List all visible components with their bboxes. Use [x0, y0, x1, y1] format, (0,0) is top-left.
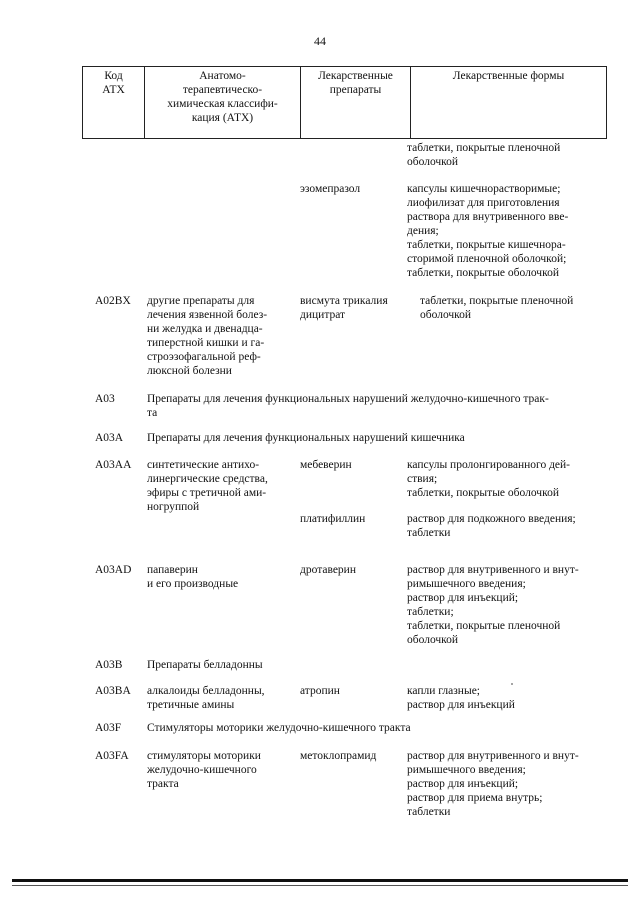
table-row-forms [407, 684, 597, 712]
atc-code: A03A [95, 432, 124, 444]
header-drugs-line: препараты [329, 84, 382, 96]
classification-line: алкалоиды белладонны, [147, 685, 265, 697]
form-line: капсулы пролонгированного дей- [407, 459, 571, 471]
header-drugs [301, 67, 411, 139]
classification-line: и его производные [147, 578, 239, 590]
classification-line: строэзофагальной реф- [147, 351, 261, 363]
table-row-forms [407, 563, 597, 647]
scan-speck [511, 683, 513, 685]
form-line: раствор для внутривенного и внут- [407, 564, 579, 576]
form-line: таблетки [407, 806, 451, 818]
table-row-drug [300, 749, 404, 763]
atc-code: A03AA [95, 459, 132, 471]
form-line: таблетки, покрытые пленочной [407, 142, 561, 154]
form-line: оболочкой [407, 156, 459, 168]
atc-code: A02BX [95, 295, 131, 307]
table-row-classification [147, 684, 297, 712]
classification-line: эфиры с третичной ами- [147, 487, 267, 499]
form-line: таблетки, покрытые пленочной [420, 295, 574, 307]
atc-code: A03 [95, 393, 115, 405]
classification-line: папаверин [147, 564, 198, 576]
form-line: капли глазные; [407, 685, 480, 697]
header-drugs-line: Лекарственные [318, 70, 393, 82]
drug-line: метоклопрамид [300, 750, 377, 762]
drug-line: эзомепразол [300, 183, 361, 195]
page-bottom-rule [12, 879, 628, 882]
form-line: капсулы кишечнорастворимые; [407, 183, 561, 195]
group-heading-line: Препараты белладонны [147, 659, 263, 671]
form-line: лиофилизат для приготовления [407, 197, 560, 209]
header-classification-line: терапевтическо- [182, 84, 263, 96]
page-number: 44 [314, 34, 326, 48]
drug-line: дротаверин [300, 564, 356, 576]
table-row-forms [420, 294, 610, 322]
table-row-classification [147, 563, 297, 591]
classification-line: другие препараты для [147, 295, 255, 307]
table-row-drug [300, 458, 404, 472]
form-line: таблетки [407, 527, 451, 539]
table-row-drug [300, 563, 404, 577]
form-line: римышечного введения; [407, 578, 526, 590]
form-line: ствия; [407, 473, 438, 485]
table-header [82, 66, 607, 139]
group-heading-line: Препараты для лечения функциональных нарушений желудочно-кишечного трак- [147, 393, 549, 405]
table-row-forms [407, 182, 597, 280]
header-classification-line: кация (АТХ) [191, 112, 254, 124]
atc-code: A03B [95, 659, 123, 671]
form-line: римышечного введения; [407, 764, 526, 776]
atc-code: A03BA [95, 685, 131, 697]
form-line: таблетки, покрытые оболочкой [407, 487, 559, 499]
classification-line: желудочно-кишечного [147, 764, 257, 776]
header-code-line: АТХ [102, 84, 125, 96]
classification-line: стимуляторы моторики [147, 750, 261, 762]
header-classification [145, 67, 301, 139]
form-line: раствор для внутривенного и внут- [407, 750, 579, 762]
drug-line: дицитрат [300, 309, 346, 321]
table-row-classification [147, 294, 297, 378]
form-line: раствор для приема внутрь; [407, 792, 543, 804]
drug-line: атропин [300, 685, 340, 697]
group-heading-line: Стимуляторы моторики желудочно-кишечного тракта [147, 722, 411, 734]
table-row-drug [300, 684, 404, 698]
atc-code: A03FA [95, 750, 129, 762]
form-line: таблетки, покрытые оболочкой [407, 267, 559, 279]
form-line: раствора для внутривенного вве- [407, 211, 569, 223]
table-row-forms [407, 512, 597, 540]
form-line: сторимой пленочной оболочкой; [407, 253, 567, 265]
form-line: таблетки; [407, 606, 454, 618]
group-heading [147, 431, 607, 445]
atc-code: A03F [95, 722, 122, 734]
table-row-drug [300, 512, 404, 526]
form-line: раствор для подкожного введения; [407, 513, 576, 525]
form-line: оболочкой [407, 634, 459, 646]
group-heading [147, 392, 607, 420]
classification-line: типерстной кишки и га- [147, 337, 265, 349]
group-heading [147, 721, 607, 735]
header-code [83, 67, 145, 139]
group-heading-line: Препараты для лечения функциональных нарушений кишечника [147, 432, 465, 444]
classification-line: третичные амины [147, 699, 235, 711]
header-forms [411, 67, 607, 139]
classification-line: линергические средства, [147, 473, 268, 485]
form-line: раствор для инъекций; [407, 592, 519, 604]
classification-line: люксной болезни [147, 365, 232, 377]
header-code-line: Код [104, 70, 123, 82]
drug-line: висмута трикалия [300, 295, 388, 307]
page-bottom-rule-thin [12, 885, 628, 886]
table-row-forms [407, 458, 597, 500]
classification-line: тракта [147, 778, 179, 790]
classification-line: синтетические антихо- [147, 459, 260, 471]
drug-line: мебеверин [300, 459, 352, 471]
form-line: раствор для инъекций [407, 699, 515, 711]
classification-line: ногруппой [147, 501, 200, 513]
table-row-forms [407, 749, 597, 819]
classification-line: ни желудка и двенадца- [147, 323, 263, 335]
header-classification-line: химическая классифи- [167, 98, 278, 110]
form-line: таблетки, покрытые кишечнора- [407, 239, 566, 251]
table-row-classification [147, 749, 297, 791]
group-heading-line: та [147, 407, 158, 419]
table-row-forms [407, 141, 597, 169]
table-row-classification [147, 458, 297, 514]
table-row-drug [300, 294, 404, 322]
form-line: дения; [407, 225, 439, 237]
form-line: таблетки, покрытые пленочной [407, 620, 561, 632]
group-heading [147, 658, 607, 672]
header-forms-line: Лекарственные формы [452, 70, 565, 82]
header-classification-line: Анатомо- [199, 70, 246, 82]
form-line: оболочкой [420, 309, 472, 321]
drug-line: платифиллин [300, 513, 366, 525]
atc-code: A03AD [95, 564, 132, 576]
table-row-drug [300, 182, 404, 196]
form-line: раствор для инъекций; [407, 778, 519, 790]
classification-line: лечения язвенной болез- [147, 309, 268, 321]
